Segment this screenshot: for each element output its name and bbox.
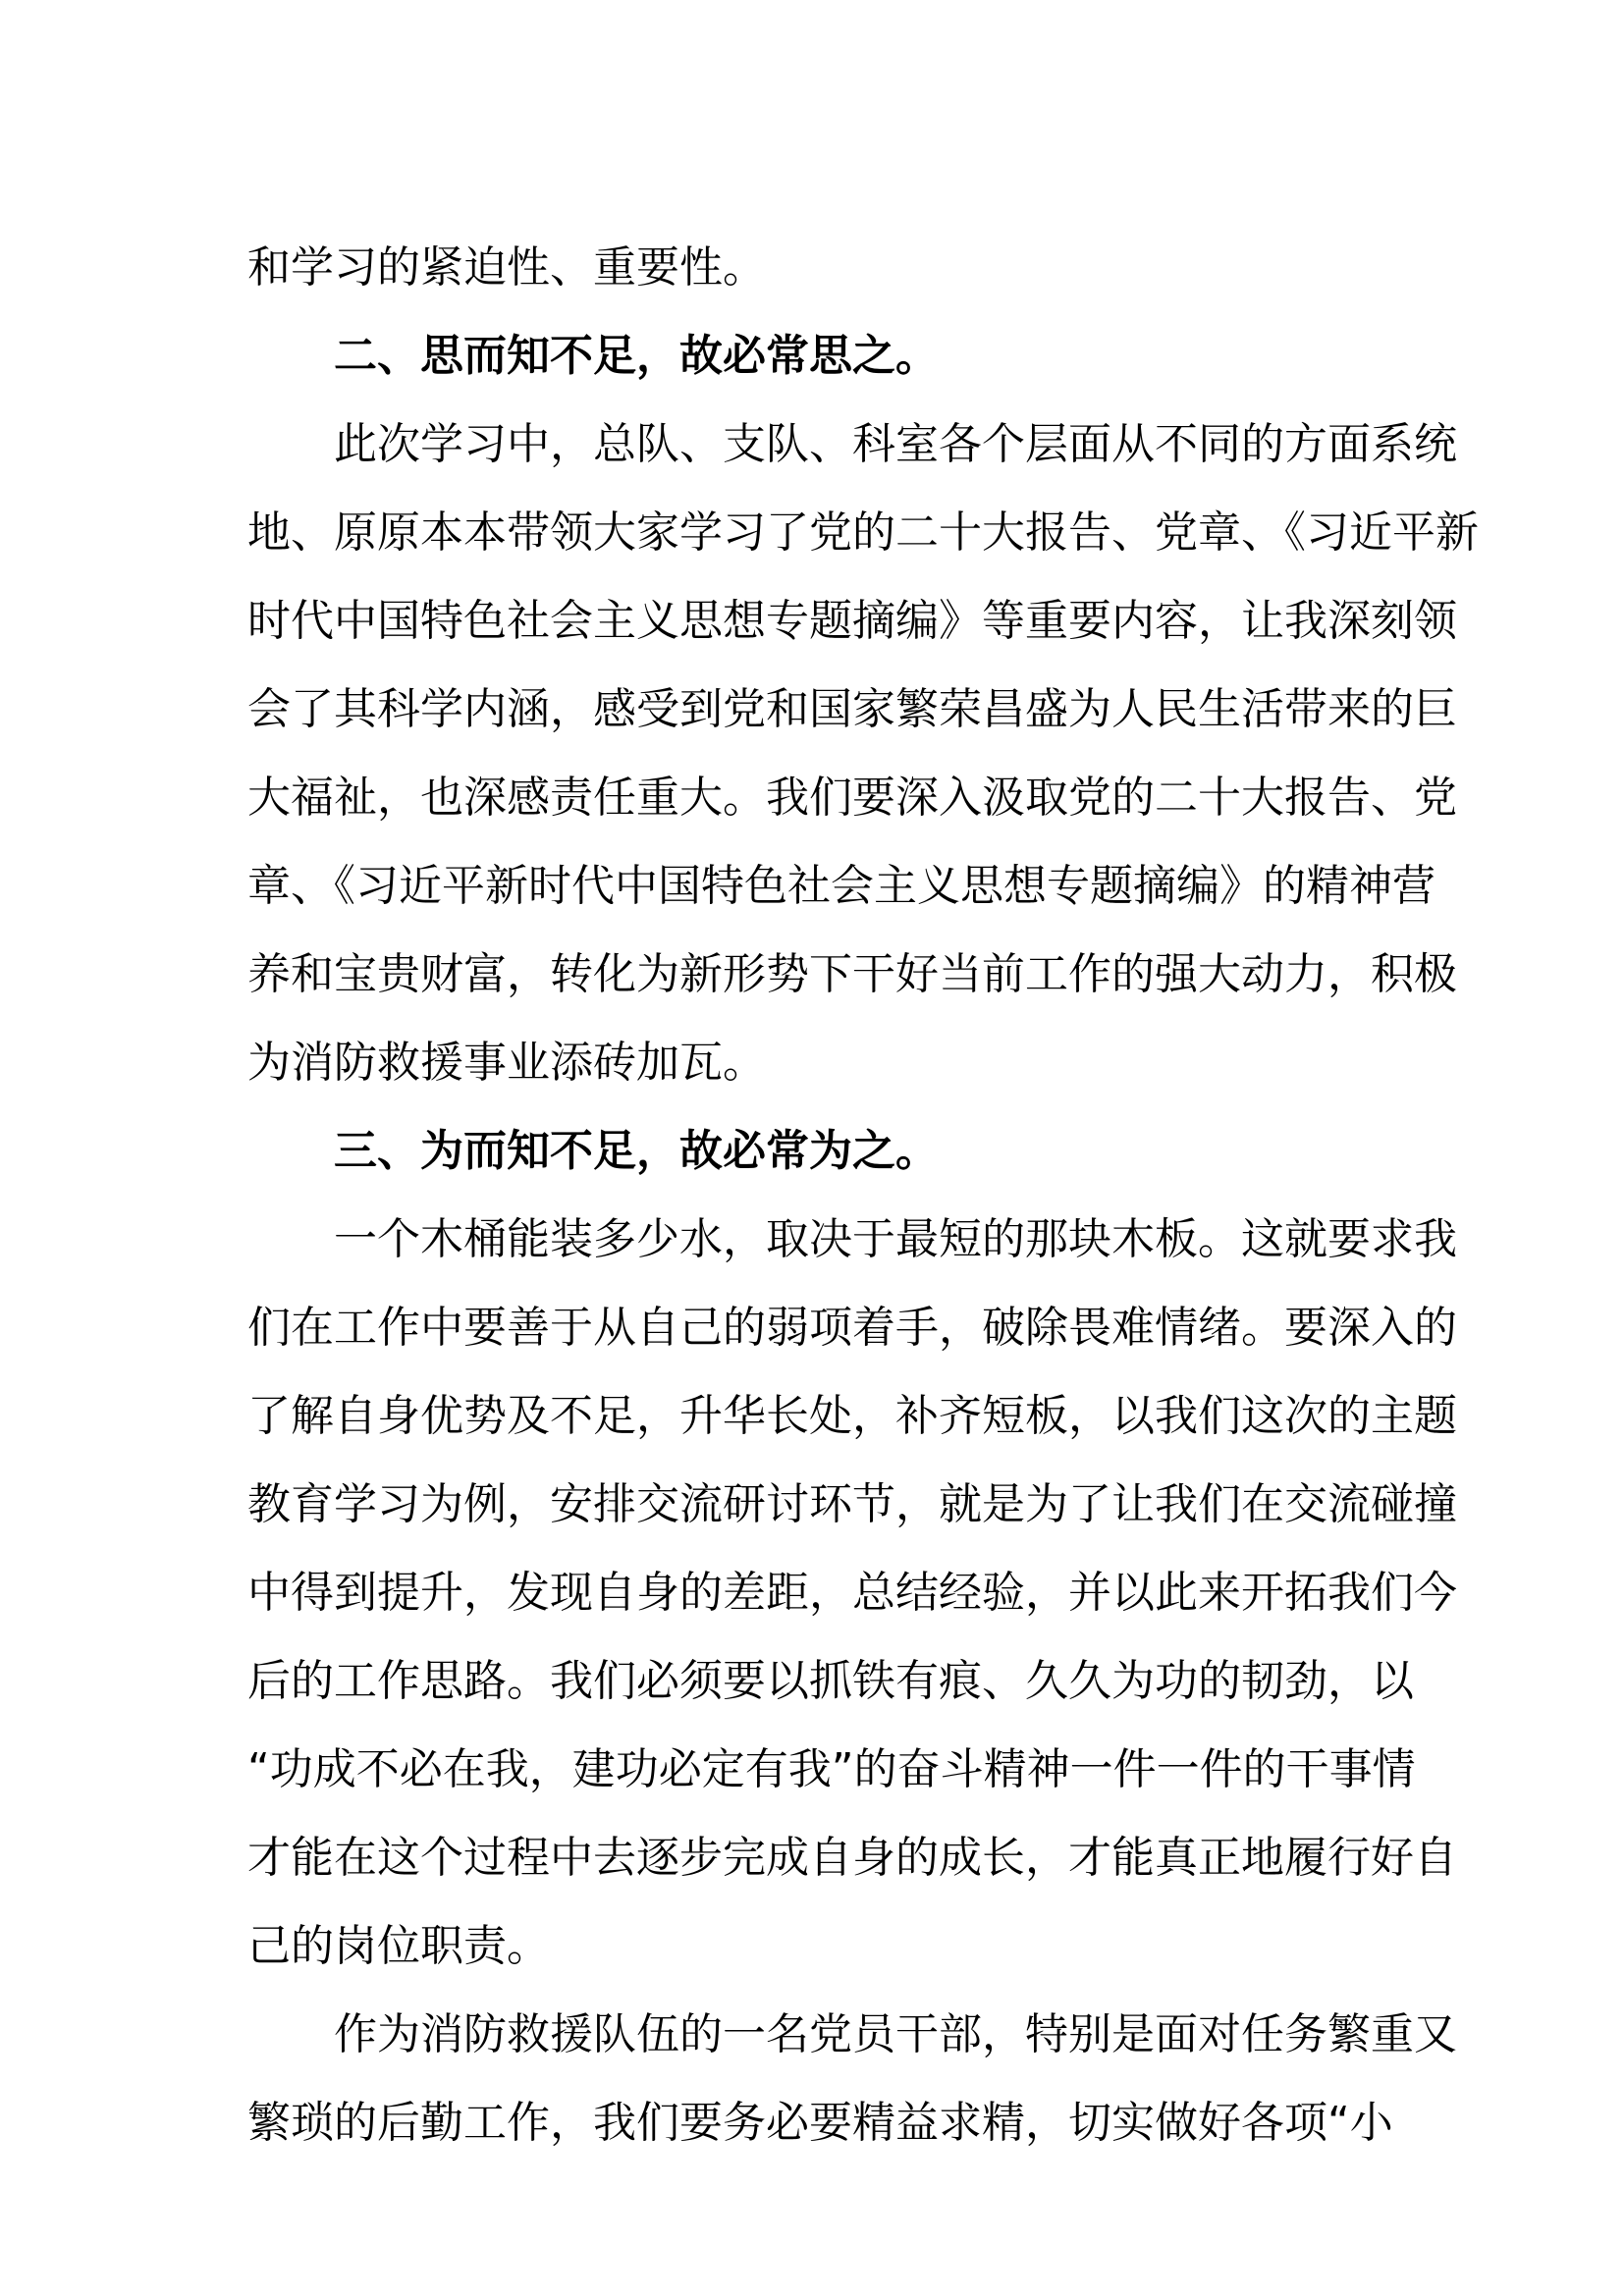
section-heading-three <box>247 1107 1386 1196</box>
text-line: 会了其科学内涵，感受到党和国家繁荣昌盛为人民生活带来的巨 <box>247 684 1457 734</box>
text-line: 此次学习中，总队、支队、科室各个层面从不同的方面系统 <box>334 419 1457 469</box>
text-line: 后的工作思路。我们必须要以抓铁有痕、久久为功的韧劲，以 <box>247 1656 1414 1706</box>
paragraph-study <box>247 400 1479 1107</box>
text-line: 大福祉，也深感责任重大。我们要深入汲取党的二十大报告、党 <box>247 773 1457 823</box>
paragraph-barrel <box>247 1196 1457 1991</box>
text-line: 才能在这个过程中去逐步完成自身的成长，才能真正地履行好自 <box>247 1833 1457 1883</box>
text-line: 中得到提升，发现自身的差距，总结经验，并以此来开拓我们今 <box>247 1568 1457 1618</box>
text-line: 和学习的紧迫性、重要性。 <box>247 242 766 293</box>
text-line: 时代中国特色社会主义思想专题摘编》等重要内容，让我深刻领 <box>247 596 1457 646</box>
section-heading-two <box>247 312 1386 400</box>
heading-line: 二、思而知不足，故必常思之。 <box>334 331 939 381</box>
heading-line: 三、为而知不足，故必常为之。 <box>334 1126 939 1176</box>
text-line: 养和宝贵财富，转化为新形势下干好当前工作的强大动力，积极 <box>247 949 1457 999</box>
paragraph-logistics <box>247 1991 1457 2167</box>
paragraph-continuation <box>247 224 1386 312</box>
text-line: 教育学习为例，安排交流研讨环节，就是为了让我们在交流碰撞 <box>247 1479 1457 1529</box>
text-line: 作为消防救援队伍的一名党员干部，特别是面对任务繁重又 <box>334 2009 1457 2059</box>
text-line: “功成不必在我，建功必定有我”的奋斗精神一件一件的干事情 <box>247 1744 1416 1794</box>
text-line: 一个木桶能装多少水，取决于最短的那块木板。这就要求我 <box>334 1214 1457 1264</box>
document-page <box>247 224 1479 2167</box>
text-line: 繁琐的后勤工作，我们要务必要精益求精，切实做好各项“小 <box>247 2098 1393 2148</box>
text-line: 己的岗位职责。 <box>247 1921 550 1971</box>
text-line: 为消防救援事业添砖加瓦。 <box>247 1038 766 1088</box>
text-line: 们在工作中要善于从自己的弱项着手，破除畏难情绪。要深入的 <box>247 1303 1457 1353</box>
text-line: 章、《习近平新时代中国特色社会主义思想专题摘编》的精神营 <box>247 861 1435 911</box>
text-line: 了解自身优势及不足，升华长处，补齐短板，以我们这次的主题 <box>247 1391 1457 1441</box>
text-line: 地、原原本本带领大家学习了党的二十大报告、党章、《习近平新 <box>247 507 1479 558</box>
